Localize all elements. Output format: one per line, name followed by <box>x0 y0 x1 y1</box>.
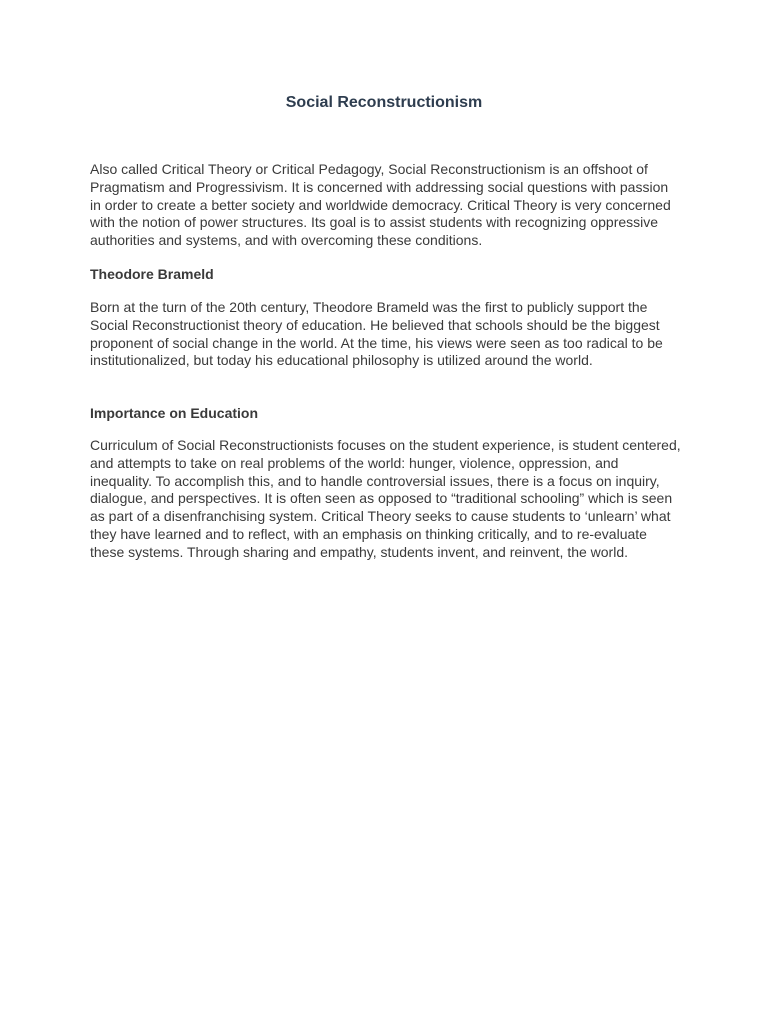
section-paragraph-importance-on-education: Curriculum of Social Reconstructionists focuses on the student experience, is student centered, and attempts to take on real problems of the world: hunger, violence, oppression, and inequality. To accomplish this, and to handle controversial issues, there is a focus on inquiry, dialogue, and perspectives. It is often seen as opposed to “traditional schooling” which is seen as part of a disenfranchising system. Critical Theory seeks to cause students to ‘unlearn’ what they have learned and to reflect, with an emphasis on thinking critically, and to re-evaluate these systems. Through sharing and empathy, students invent, and reinvent, the world. <box>90 437 681 560</box>
section-heading-theodore-brameld: Theodore Brameld <box>90 266 214 282</box>
section-heading-importance-on-education: Importance on Education <box>90 405 259 421</box>
section-paragraph-theodore-brameld: Born at the turn of the 20th century, Theodore Brameld was the first to publicly support the Social Reconstructionist theory of education. He believed that schools should be the biggest proponent of social change in the world. At the time, his views were seen as too radical to be institutionalized, but today his educational philosophy is utilized around the world. <box>90 299 663 369</box>
document-title: Social Reconstructionism <box>285 94 483 111</box>
intro-paragraph: Also called Critical Theory or Critical Pedagogy, Social Reconstructionism is an offshoot of Pragmatism and Progressivism. It is concerned with addressing social questions with passion in order to create a better society and worldwide democracy. Critical Theory is very concerned with the notion of power structures. Its goal is to assist students with recognizing oppressive authorities and systems, and with overcoming these conditions. <box>90 161 671 249</box>
